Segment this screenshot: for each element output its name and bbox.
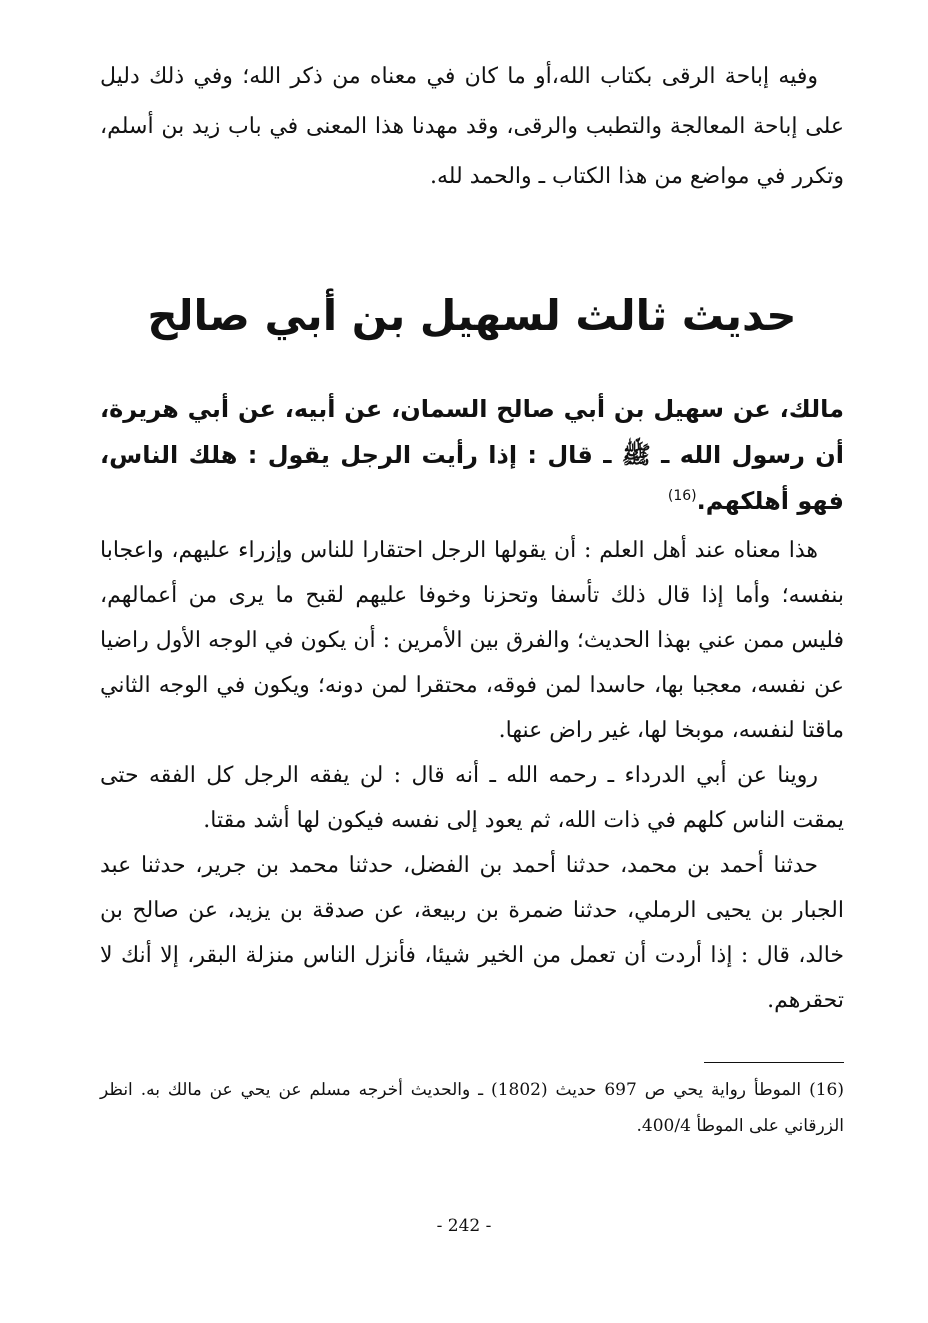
- page-number: - 242 -: [436, 1216, 492, 1236]
- chapter-title: حديث ثالث لسهيل بن أبي صالح: [147, 291, 797, 340]
- commentary-paragraph: حدثنا أحمد بن محمد، حدثنا أحمد بن الفضل، حدثنا محمد بن جرير، حدثنا عبد الجبار بن يحيى الرملي، حدثنا ضمرة بن ربيعة، عن صدقة بن يزيد، عن صالح بن خالد، قال : إذا أردت أن تعمل من الخير شيئا، فأنزل الناس منزلة البقر، إلا أنك لا تحقرهم.: [100, 853, 844, 1013]
- footnote-reference: (16): [667, 488, 697, 504]
- hadith-text-block: [100, 386, 844, 524]
- commentary-paragraph: روينا عن أبي الدرداء ـ رحمه الله ـ أنه قال : لن يفقه الرجل كل الفقه حتى يمقت الناس كلهم في ذات الله، ثم يعود إلى نفسه فيكون لها أشد مقتا.: [100, 763, 844, 833]
- intro-paragraph: وفيه إباحة الرقى بكتاب الله،أو ما كان في معناه من ذكر الله؛ وفي ذلك دليل على إباحة المعالجة والتطبب والرقى، وقد مهدنا هذا المعنى في باب زيد بن أسلم، وتكرر في مواضع من هذا الكتاب ـ والحمد لله.: [100, 64, 844, 189]
- hadith-text: مالك، عن سهيل بن أبي صالح السمان، عن أبيه، عن أبي هريرة، أن رسول الله ـ ﷺ ـ قال : إذا رأيت الرجل يقول : هلك الناس، فهو أهلكهم.: [100, 395, 844, 515]
- footnote-divider: [704, 1062, 844, 1063]
- page-body: [100, 52, 844, 1023]
- commentary-paragraph: هذا معناه عند أهل العلم : أن يقولها الرجل احتقارا للناس وإزراء عليهم، واعجابا بنفسه؛ وأما إذا قال ذلك تأسفا وتحزنا وخوفا عليهم لقبح ما يرى من أعمالهم، فليس ممن عني بهذا الحديث؛ والفرق بين الأمرين : أن يكون في الوجه الأول راضيا عن نفسه، معجبا بها، حاسدا لمن فوقه، محتقرا لمن دونه؛ ويكون في الوجه الثاني ماقتا لنفسه، موبخا لها، غير راض عنها.: [100, 538, 844, 743]
- footnote: (16) الموطأ رواية يحي ص 697 حديث (1802) ـ والحديث أخرجه مسلم عن يحي عن مالك به. انظر الزرقاني على الموطأ 400/4.: [100, 1080, 844, 1136]
